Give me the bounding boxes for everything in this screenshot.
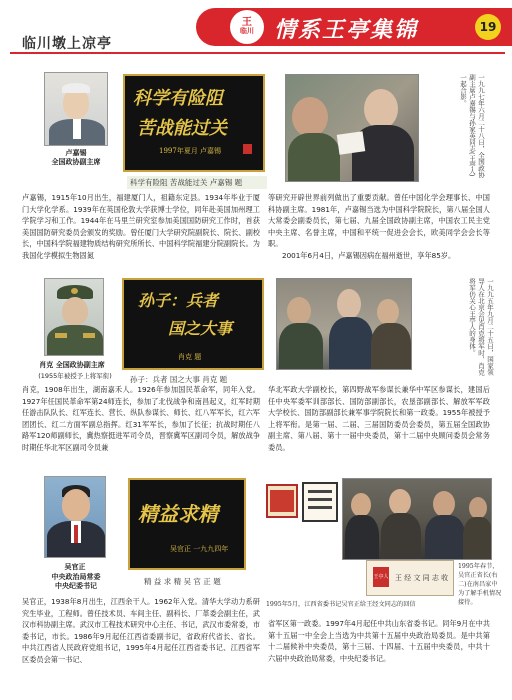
name-title-xiao-ke	[22, 360, 122, 370]
portrait-wu-guanzheng	[44, 476, 106, 558]
section-title: 临川墩上凉亭	[22, 36, 112, 52]
name-xiao-ke: 肖克	[39, 361, 54, 369]
photo-caption-lu: 一九九七年六月二十八日，全国政协副主席卢嘉锡与孙家英同志(王亭人)一起合影。	[459, 74, 485, 178]
title-wu-2: 中央纪委书记	[55, 582, 97, 590]
calligraphy-line-1: 科学有险阻	[133, 88, 223, 109]
bio-lu-left: 卢嘉锡，1915年10月出生，福建厦门人，祖籍东定县。1934年毕业于厦门大学化学系。1939年在英国伦敦大学获博士学位，同年赴美国加州理工学院学习和工作。1944年在马里兰研究室参加美国国防研究工作时，首获美国国防研究委员会颁发的奖励。曾任厦门大学研究院副院长、院长、副校长，中国科学院福建物质结构研究所所长、中国科学院福建分院副院长。为我国化学模拟生物固氮	[22, 193, 260, 260]
calligraphy-signature: 1997年夏月 卢嘉锡	[159, 147, 222, 155]
title-xiao-ke: 全国政协副主席	[55, 361, 105, 369]
bio-xiao-right: 华北军政大学副校长，第四野战军参谋长兼华中军区参谋长，建国后任中央军委军训部部长、国防部副部长，农垦部副部长、解放军军政大学校长、国防部副部长兼军事学院院长和第一政委。1955年被授予上将军衔。是第一届、二届、三届国防委员会委员，第五届全国政协副主席、第八届、第十一届中央委员，第十二届中央顾问委员会常务委员。	[268, 385, 490, 452]
stamp-icon: 王亭人	[373, 567, 389, 587]
bio-wu-right: 省军区第一政委。1997年4月起任中共山东省委书记。同年9月在中共第十五届一中全会上当选为中共第十五届中央政治局委员。是中共第十二届候补中央委员，第十三届、十四届、十五届中央委员，中共十六届中央政治局常委，中央纪委书记。	[268, 619, 490, 663]
logo-bottom-text: 临川	[240, 27, 254, 35]
calligraphy-line-2: 苦战能过关	[137, 118, 227, 139]
calligraphy-xiao-ke	[122, 278, 264, 370]
photo-lu-jiaxi-meeting	[285, 74, 419, 182]
logo-top-text: 王	[242, 17, 252, 28]
red-seal-icon	[243, 144, 252, 154]
envelope-text: 王 经 文 同 志 收	[395, 574, 449, 582]
bio-lu-right: 等研究开辟世界前列做出了重要贡献。曾任中国化学会理事长、中国科协副主席。1981年，卢嘉锡当选为中国科学院院长，第八届全国人大常委会副委员长，第七届、九届全国政协副主席，中国农工民主党中央主席、名誉主席，中国和平统一促进会会长，欧美同学会会长等职。	[268, 193, 490, 249]
photo-wu-spring-festival	[342, 478, 492, 560]
calligraphy-line-1: 孙子：兵者	[138, 291, 219, 310]
photo-caption-xiao: 一九九五年九月二十五日，国家领导人在北京会见肖克将军时，肖克将军仍关心王亭人的身体。	[468, 278, 494, 376]
calligraphy-signature: 肖克 题	[178, 353, 202, 361]
name-wu-guanzheng: 吴官正	[64, 563, 86, 571]
calligraphy-caption-xiao: 孙子：兵者 国之大事 肖克 题	[130, 375, 228, 384]
calligraphy-caption-lu: 科学有险阻 苦战能过关 卢嘉锡 题	[127, 176, 267, 189]
bio-lu-right-2: 2001年6月4日，卢嘉锡因病在福州逝世，享年85岁。	[282, 251, 456, 260]
letter-envelope	[366, 560, 454, 596]
title-wu-1: 中央政治局常委	[51, 573, 101, 581]
calligraphy-signature: 吴官正 一九九四年	[170, 545, 229, 553]
portrait-caption-xiao-ke: (1955年被授予上将军衔)	[38, 372, 112, 380]
photo-xiao-ke-meeting	[276, 278, 412, 370]
bio-xiao-left: 肖克，1908年出生，湖南嘉禾人。1926年参加国民革命军，同年入党。1927年任国民革命军第24师连长，参加了北伐战争和南昌起义，红军时期任游击队队长、红军连长、营长、纵队参谋长、师长、红八军军长，红六军团团长、红二方面军副总指挥。红31军军长，参加了长征；抗战时期任八路军120师副师长，冀热察挺进军司令员，晋察冀军区副司令员，解放战争时期任华北军区副司令员兼	[22, 385, 260, 452]
photo-caption-wu-2: 1995年5月，江西省委书记吴官正给王经文同志的回信	[266, 601, 416, 608]
name-lu-jiaxi: 卢嘉锡	[65, 149, 87, 157]
wangting-logo	[230, 10, 264, 44]
bio-wu-left: 吴官正，1938年8月出生，江西余干人。1962年入党。清华大学动力系研究生毕业，工程师。曾任技术员、车间主任、副科长、厂革委会副主任，武汉市科协副主席。武汉市工程技术研究中心主任、书记，武汉市委常委，市委书记，市长。1986年9月起任江西省委副书记，省政府代省长、省长。中共江西省人民政府党组书记，1995年4月起任江西省委书记、江西省军区委员会第一书记、	[22, 597, 260, 664]
page-title: 情系王亭集锦	[274, 17, 419, 43]
portrait-xiao-ke	[44, 278, 104, 356]
portrait-lu-jiaxi	[44, 72, 108, 146]
calligraphy-lu-jiaxi	[123, 74, 265, 172]
calligraphy-caption-wu: 精 益 求 精 吴 官 正 题	[144, 577, 221, 586]
photo-caption-wu-1: 1995年春节，吴官正省长(右二)在南昌家中为了解手机情况接待。	[458, 563, 502, 606]
header-divider	[10, 52, 505, 54]
page-number: 19	[475, 14, 501, 40]
photo-wu-guanzheng-visit	[262, 478, 342, 562]
title-lu-jiaxi: 全国政协副主席	[51, 158, 101, 166]
page-header	[0, 0, 512, 58]
calligraphy-line-2: 国之大事	[168, 319, 233, 338]
calligraphy-line-1: 精益求精	[138, 502, 218, 526]
calligraphy-wu-guanzheng	[128, 478, 246, 570]
